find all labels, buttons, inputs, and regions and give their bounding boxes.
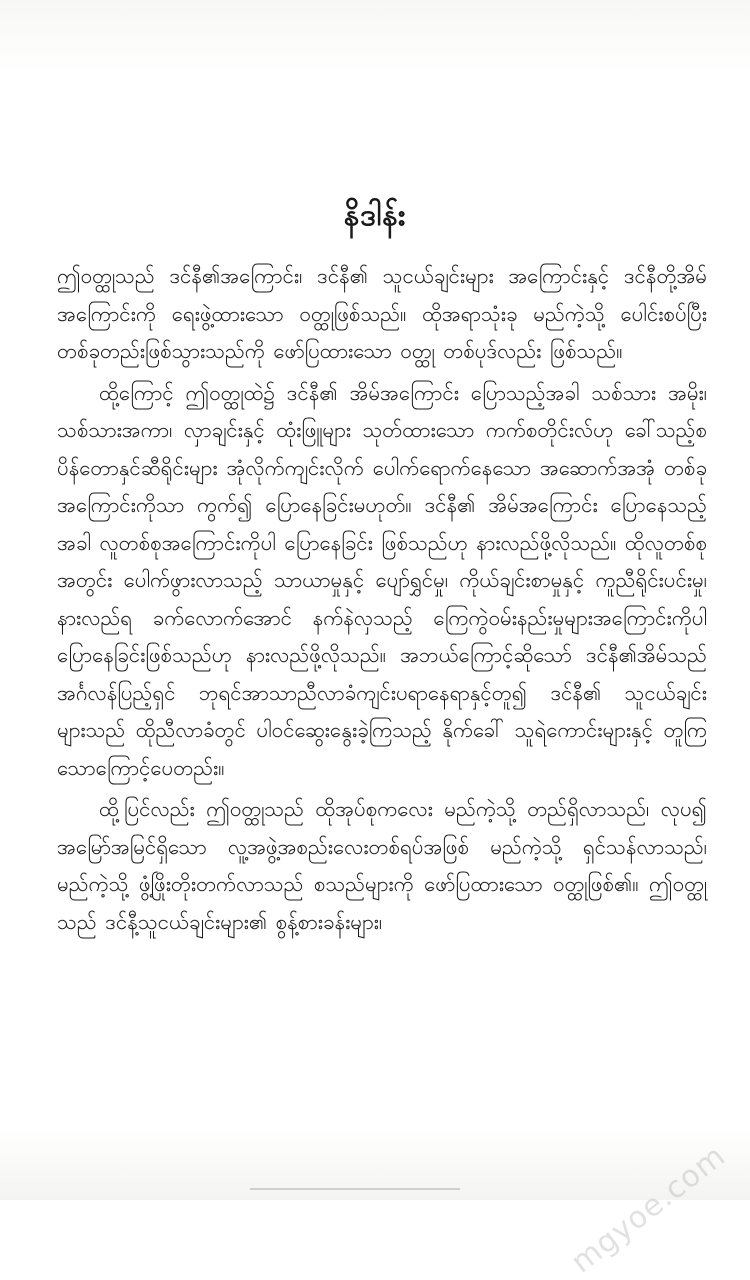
body-text <box>57 258 707 945</box>
page-title: နိဒါန်း <box>343 198 407 234</box>
paragraph-1: ဤဝတ္ထုသည် ဒင်နီ၏အကြောင်း၊ ဒင်နီ၏ သူငယ်ချင်းများ အကြောင်းနှင့် ဒင်နီတို့အိမ်အကြောင်းကို ရေးဖွဲ့ထားသော ဝတ္ထုဖြစ်သည်။ ထိုအရာသုံးခု မည်ကဲ့သို့ ပေါင်းစပ်ပြီး တစ်ခုတည်းဖြစ်သွားသည်ကို ဖော်ပြထားသော ဝတ္ထု တစ်ပုဒ်လည်း ဖြစ်သည်။ <box>57 264 707 363</box>
footer-rule <box>250 1188 460 1190</box>
paragraph-3: ထို့ပြင်လည်း ဤဝတ္ထုသည် ထိုအုပ်စုကလေး မည်ကဲ့သို့ တည်ရှိလာသည်၊ လုပ၍ အမြော်အမြင်ရှိသော လူ့အဖွဲ့အစည်းလေးတစ်ရပ်အဖြစ် မည်ကဲ့သို့ ရှင်သန်လာသည်၊ မည်ကဲ့သို့ ဖွံ့ဖြိုးတိုးတက်လာသည် စသည်များကို ဖော်ပြထားသော ဝတ္ထုဖြစ်၏။ ဤဝတ္ထုသည် ဒင်နီ့သူငယ်ချင်းများ၏ စွန့်စားခန်းများ၊ <box>57 797 707 934</box>
watermark: mgyoe.com <box>564 1138 732 1280</box>
paragraph-2: ထို့ကြောင့် ဤဝတ္ထုထဲ၌ ဒင်နီ၏ အိမ်အကြောင်း ပြောသည့်အခါ သစ်သား အမိုး၊ သစ်သားအကာ၊ လှာချင်းနှင့် ထုံးဖြူများ သုတ်ထားသော ကက်စတိုင်းလ်ဟု ခေါ်သည့်စပိန်တောနှင်ဆီရိုင်းများ အုံလိုက်ကျင်းလိုက် ပေါက်ရောက်နေသော အဆောက်အအုံ တစ်ခုအကြောင်းကိုသာ ကွက်၍ ပြောနေခြင်းမဟုတ်။ ဒင်နီ၏ အိမ်အကြောင်း ပြောနေသည့်အခါ လူတစ်စုအကြောင်းကိုပါ ပြောနေခြင်း ဖြစ်သည်ဟု နားလည်ဖို့လိုသည်။ ထိုလူတစ်စုအတွင်း ပေါက်ဖွားလာသည့် သာယာမှုနှင့် ပျော်ရွှင်မှု၊ ကိုယ်ချင်းစာမှုနှင့် ကူညီရိုင်းပင်းမှု၊ နားလည်ရ ခက်လောက်အောင် နက်နဲလှသည့် ကြေကွဲဝမ်းနည်းမှုများအကြောင်းကိုပါ ပြောနေခြင်းဖြစ်သည်ဟု နားလည်ဖို့လိုသည်။ အဘယ်ကြောင့်ဆိုသော် ဒင်နီ၏အိမ်သည် အင်္ဂလန်ပြည့်ရှင် ဘုရင်အာသာညီလာခံကျင်းပရာနေရာနှင့်တူ၍ ဒင်နီ၏ သူငယ်ချင်းများသည် ထိုညီလာခံတွင် ပါဝင်ဆွေးနွေးခဲ့ကြသည့် နိုက်ခေါ် သူရဲကောင်းများနှင့် တူကြသောကြောင့်ပေတည်း။ <box>57 380 707 780</box>
